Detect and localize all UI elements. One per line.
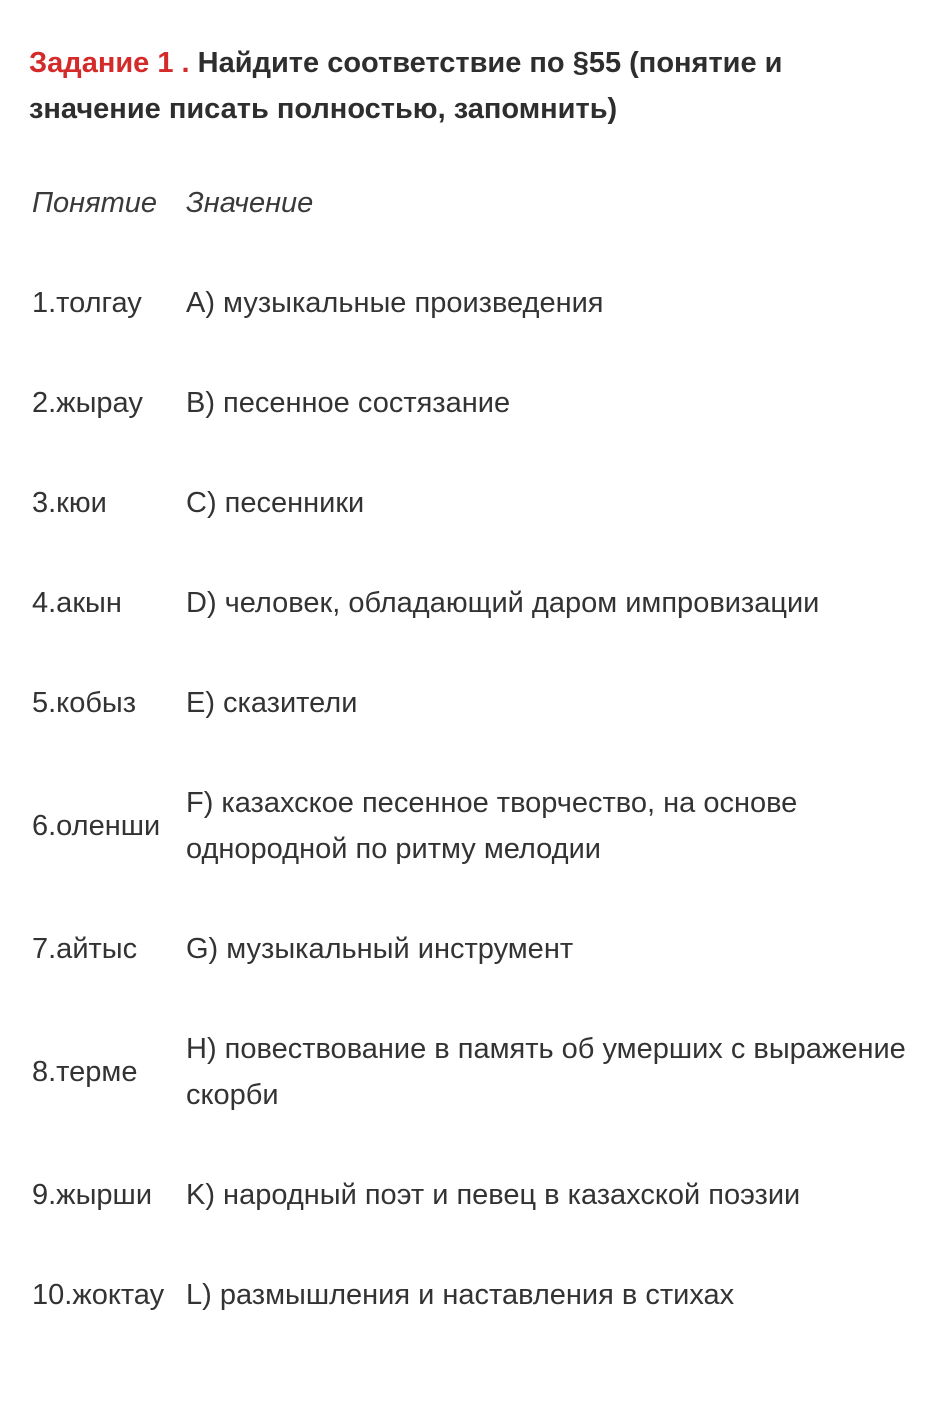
- term-cell: 5.кобыз: [32, 687, 137, 719]
- meaning-cell: E) сказители: [186, 687, 358, 719]
- term-cell: 9.жырши: [32, 1179, 153, 1211]
- term-cell: 10.жоктау: [32, 1279, 165, 1311]
- table-row: [32, 1172, 912, 1218]
- meaning-cell: L) размышления и наставления в стихах: [186, 1279, 735, 1311]
- term-cell: 1.толгау: [32, 287, 142, 319]
- term-cell: 4.акын: [32, 587, 122, 619]
- meaning-cell: F) казахское песенное творчество, на основе однородной по ритму мелодии: [186, 787, 798, 865]
- header-meaning: Значение: [186, 187, 314, 219]
- meaning-cell: H) повествование в память об умерших с выражение скорби: [186, 1033, 906, 1111]
- table-row: [32, 1272, 912, 1318]
- table-row: [32, 280, 912, 326]
- term-cell: 3.кюи: [32, 487, 107, 519]
- table-row: [32, 580, 912, 626]
- meaning-cell: G) музыкальный инструмент: [186, 933, 574, 965]
- table-header: [32, 180, 912, 226]
- table-row: [32, 680, 912, 726]
- task-instruction: Найдите соответствие по §55 (понятие и значение писать полностью, запомнить): [29, 47, 783, 125]
- task-heading: [29, 40, 909, 132]
- table-row: [32, 780, 912, 872]
- meaning-cell: K) народный поэт и певец в казахской поэзии: [186, 1179, 801, 1211]
- term-cell: 2.жырау: [32, 387, 143, 419]
- task-number-label: Задание 1 .: [29, 47, 190, 79]
- table-row: [32, 926, 912, 972]
- meaning-cell: B) песенное состязание: [186, 387, 511, 419]
- meaning-cell: A) музыкальные произведения: [186, 287, 604, 319]
- term-cell: 6.оленши: [32, 810, 161, 842]
- table-row: [32, 480, 912, 526]
- meaning-cell: D) человек, обладающий даром импровизации: [186, 587, 820, 619]
- matching-table: [32, 180, 912, 1372]
- term-cell: 7.айтыс: [32, 933, 138, 965]
- term-cell: 8.терме: [32, 1056, 138, 1088]
- table-row: [32, 1026, 912, 1118]
- meaning-cell: C) песенники: [186, 487, 365, 519]
- header-term: Понятие: [32, 187, 158, 219]
- table-row: [32, 380, 912, 426]
